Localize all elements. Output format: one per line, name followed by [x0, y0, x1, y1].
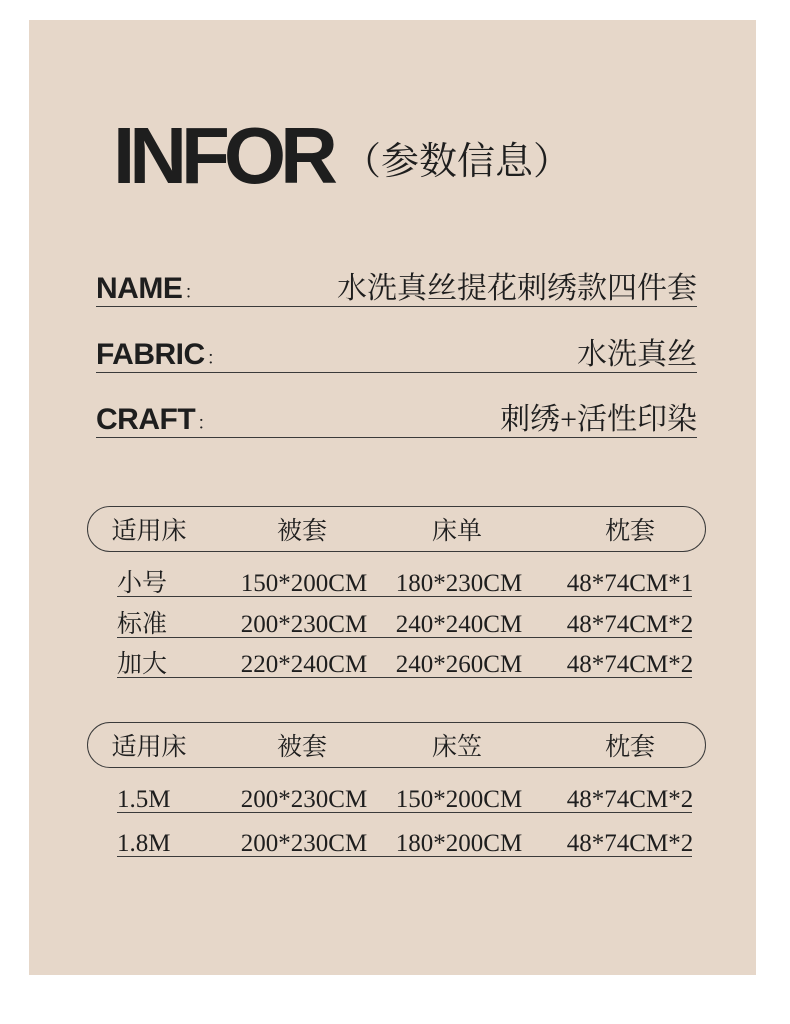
table-row: [117, 567, 692, 597]
table-cell: 150*200CM: [395, 786, 523, 813]
table-cell: 48*74CM*2: [566, 830, 694, 857]
info-value: 水洗真丝提花刺绣款四件套: [337, 272, 697, 305]
table-cell: 180*200CM: [395, 830, 523, 857]
column-header: 适用床: [111, 518, 187, 545]
table-row: [117, 648, 692, 678]
column-header: 被套: [276, 518, 327, 545]
table-cell: 48*74CM*1: [566, 570, 694, 597]
table-cell: 240*260CM: [395, 651, 523, 678]
table-cell: 小号: [117, 570, 168, 597]
table-cell: 180*230CM: [395, 570, 523, 597]
info-row-craft: [96, 402, 697, 438]
table-row: [117, 827, 692, 857]
info-colon: ：: [184, 282, 203, 302]
column-header: 床单: [431, 518, 482, 545]
table-cell: 240*240CM: [395, 611, 523, 638]
table-row: [117, 783, 692, 813]
info-colon: ：: [206, 348, 225, 368]
page-title: INFOR: [113, 111, 332, 200]
size-table-2-header: [87, 722, 706, 768]
table-cell: 48*74CM*2: [566, 611, 694, 638]
table-cell: 200*230CM: [240, 611, 368, 638]
info-label: FABRIC: [96, 338, 205, 371]
table-cell: 1.5M: [117, 786, 171, 813]
table-cell: 150*200CM: [240, 570, 368, 597]
info-label: CRAFT: [96, 403, 196, 436]
column-header: 适用床: [111, 734, 187, 761]
column-header: 被套: [276, 734, 327, 761]
table-cell: 1.8M: [117, 830, 171, 857]
info-label-group: [96, 405, 215, 435]
info-label: NAME: [96, 272, 183, 305]
table-cell: 48*74CM*2: [566, 786, 694, 813]
table-cell: 220*240CM: [240, 651, 368, 678]
table-cell: 200*230CM: [240, 830, 368, 857]
info-label-group: [96, 340, 225, 370]
size-table-1-header: [87, 506, 706, 552]
info-colon: ：: [197, 413, 216, 433]
info-label-group: [96, 274, 202, 304]
info-row-fabric: [96, 337, 697, 373]
table-cell: 加大: [117, 651, 168, 678]
column-header: 枕套: [604, 734, 655, 761]
info-row-name: [96, 271, 697, 307]
table-cell: 48*74CM*2: [566, 651, 694, 678]
table-cell: 200*230CM: [240, 786, 368, 813]
column-header: 枕套: [604, 518, 655, 545]
table-row: [117, 608, 692, 638]
page-subtitle: （参数信息）: [343, 141, 572, 183]
info-value: 水洗真丝: [577, 338, 697, 371]
column-header: 床笠: [431, 734, 482, 761]
table-cell: 标准: [117, 611, 168, 638]
info-value: 刺绣+活性印染: [500, 403, 697, 436]
